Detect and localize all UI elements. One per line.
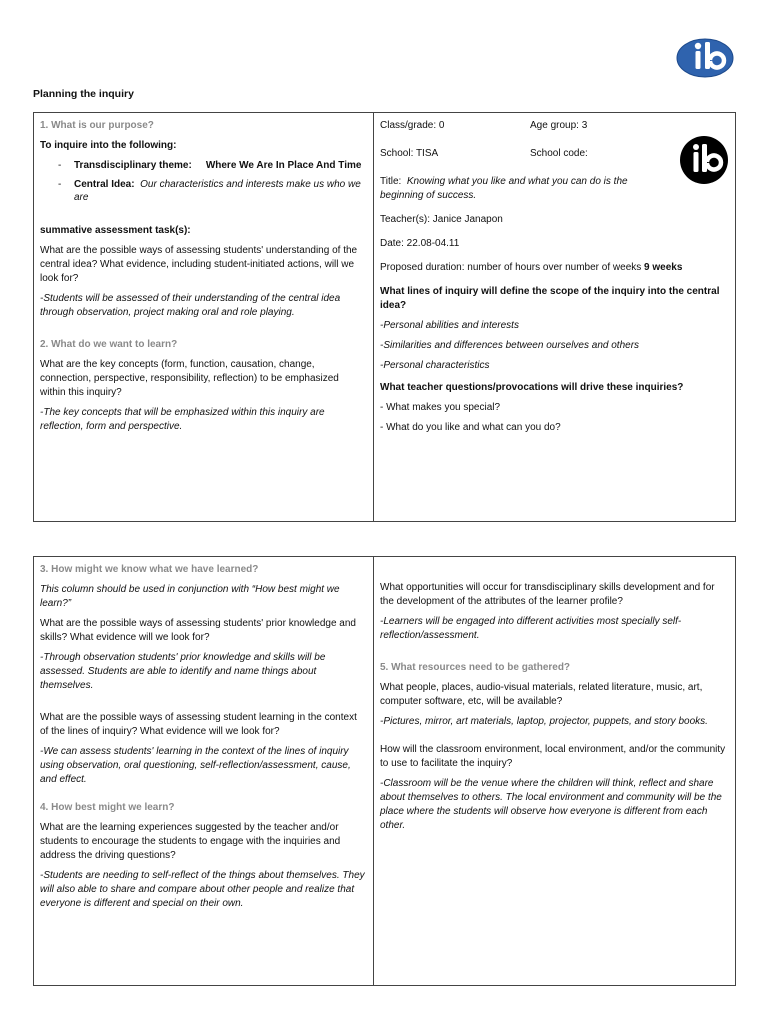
prior-answer: -Through observation students' prior knowledge and skills will be assessed. Students are able to identify and name things about themselves. (40, 652, 326, 691)
date: Date: 22.08-04.11 (380, 238, 460, 249)
ib-logo-icon (676, 38, 734, 78)
environment-question: How will the classroom environment, local environment, and/or the community to use to facilitate the inquiry? (380, 744, 726, 769)
purpose-heading: 1. What is our purpose? (40, 120, 154, 131)
page-title: Planning the inquiry (33, 88, 134, 100)
learn-answer: -The key concepts that will be emphasized within this inquiry are reflection, form and perspective. (40, 407, 325, 432)
inquire-into-label: To inquire into the following: (40, 140, 177, 151)
duration-label: Proposed duration: number of hours over number of weeks (380, 262, 642, 273)
duration-value: 9 weeks (644, 262, 683, 273)
teachers: Teacher(s): Janice Janapon (380, 214, 503, 225)
learning-answer: -We can assess students' learning in the context of the lines of inquiry using observation, oral questioning, self-reflection/assessment, cause, and effect. (40, 746, 351, 785)
teacher-question: - What makes you special? (380, 402, 501, 413)
theme-value: Where We Are In Place And Time (205, 160, 362, 171)
environment-answer: -Classroom will be the venue where the children will think, reflect and share about themselves to others. The local environment and community will be the place where the students will observe how everyone is different from each other. (380, 778, 722, 831)
purpose-column (34, 113, 373, 521)
school-name: School: TISA (380, 148, 439, 159)
school-code: School code: (530, 148, 588, 159)
best-answer: -Students are needing to self-reflect of the things about themselves. They will also able to share and compare about other people and realize that everyone is different and special on their own. (40, 870, 365, 909)
line-of-inquiry: -Personal characteristics (380, 360, 490, 371)
central-idea-item: - Central Idea: Our characteristics and interests make us who we are (58, 179, 361, 203)
proposed-duration (380, 261, 727, 275)
assessment-column (34, 557, 373, 985)
class-grade: Class/grade: 0 (380, 120, 445, 131)
central-idea-label: Central Idea: (74, 179, 135, 190)
line-of-inquiry: -Personal abilities and interests (380, 320, 519, 331)
opportunities-question: What opportunities will occur for transdisciplinary skills development and for the development of the attributes of the learner profile? (380, 582, 715, 607)
resources-column (374, 557, 735, 985)
questions-heading: What teacher questions/provocations will drive these inquiries? (380, 382, 684, 393)
best-question: What are the learning experiences suggested by the teacher and/or students to encourage the students to engage with the inquiries and address the driving questions? (40, 822, 341, 861)
learn-question: What are the key concepts (form, function, causation, change, connection, perspective, responsibility, reflection) to be emphasized within this inquiry? (40, 359, 339, 398)
title-value: Knowing what you like and what you can do is the beginning of success. (380, 176, 628, 201)
planner-section-2 (33, 556, 736, 986)
know-heading: 3. How might we know what we have learned? (40, 564, 259, 575)
line-of-inquiry: -Similarities and differences between ourselves and others (380, 340, 640, 351)
teacher-question: - What do you like and what can you do? (380, 422, 561, 433)
best-heading: 4. How best might we learn? (40, 802, 175, 813)
central-idea-value: Our characteristics and interests make us who we are (74, 179, 361, 203)
opportunities-answer: -Learners will be engaged into different activities most specially self-reflection/assessment. (380, 616, 682, 641)
summative-question: What are the possible ways of assessing students' understanding of the central idea? What evidence, including student-initiated actions, will we look for? (40, 245, 358, 284)
title-label: Title: (380, 176, 402, 187)
theme-item: - Transdisciplinary theme: Where We Are In Place And Time (58, 160, 362, 171)
resources-question: What people, places, audio-visual materials, related literature, music, art, computer software, etc, will be available? (380, 682, 703, 707)
details-column (374, 113, 735, 521)
learn-heading: 2. What do we want to learn? (40, 339, 178, 350)
theme-label: Transdisciplinary theme: (74, 160, 192, 171)
title-field (380, 175, 727, 203)
summative-answer: -Students will be assessed of their understanding of the central idea through observation, project making oral and role playing. (40, 293, 341, 318)
resources-heading: 5. What resources need to be gathered? (380, 662, 571, 673)
lines-heading: What lines of inquiry will define the scope of the inquiry into the central idea? (380, 286, 720, 311)
planner-section-1 (33, 112, 736, 522)
ib-round-logo-icon (679, 135, 729, 185)
learning-question: What are the possible ways of assessing student learning in the context of the lines of inquiry? What evidence will we look for? (40, 712, 357, 737)
class-age-row (380, 119, 727, 133)
age-group: Age group: 3 (530, 120, 588, 131)
resources-answer: -Pictures, mirror, art materials, laptop, projector, puppets, and story books. (380, 716, 708, 727)
school-row (380, 147, 727, 161)
know-note: This column should be used in conjunction with “How best might we learn?” (40, 584, 340, 609)
summative-heading: summative assessment task(s): (40, 225, 191, 236)
prior-question: What are the possible ways of assessing students' prior knowledge and skills? What evidence will we look for? (40, 618, 356, 643)
